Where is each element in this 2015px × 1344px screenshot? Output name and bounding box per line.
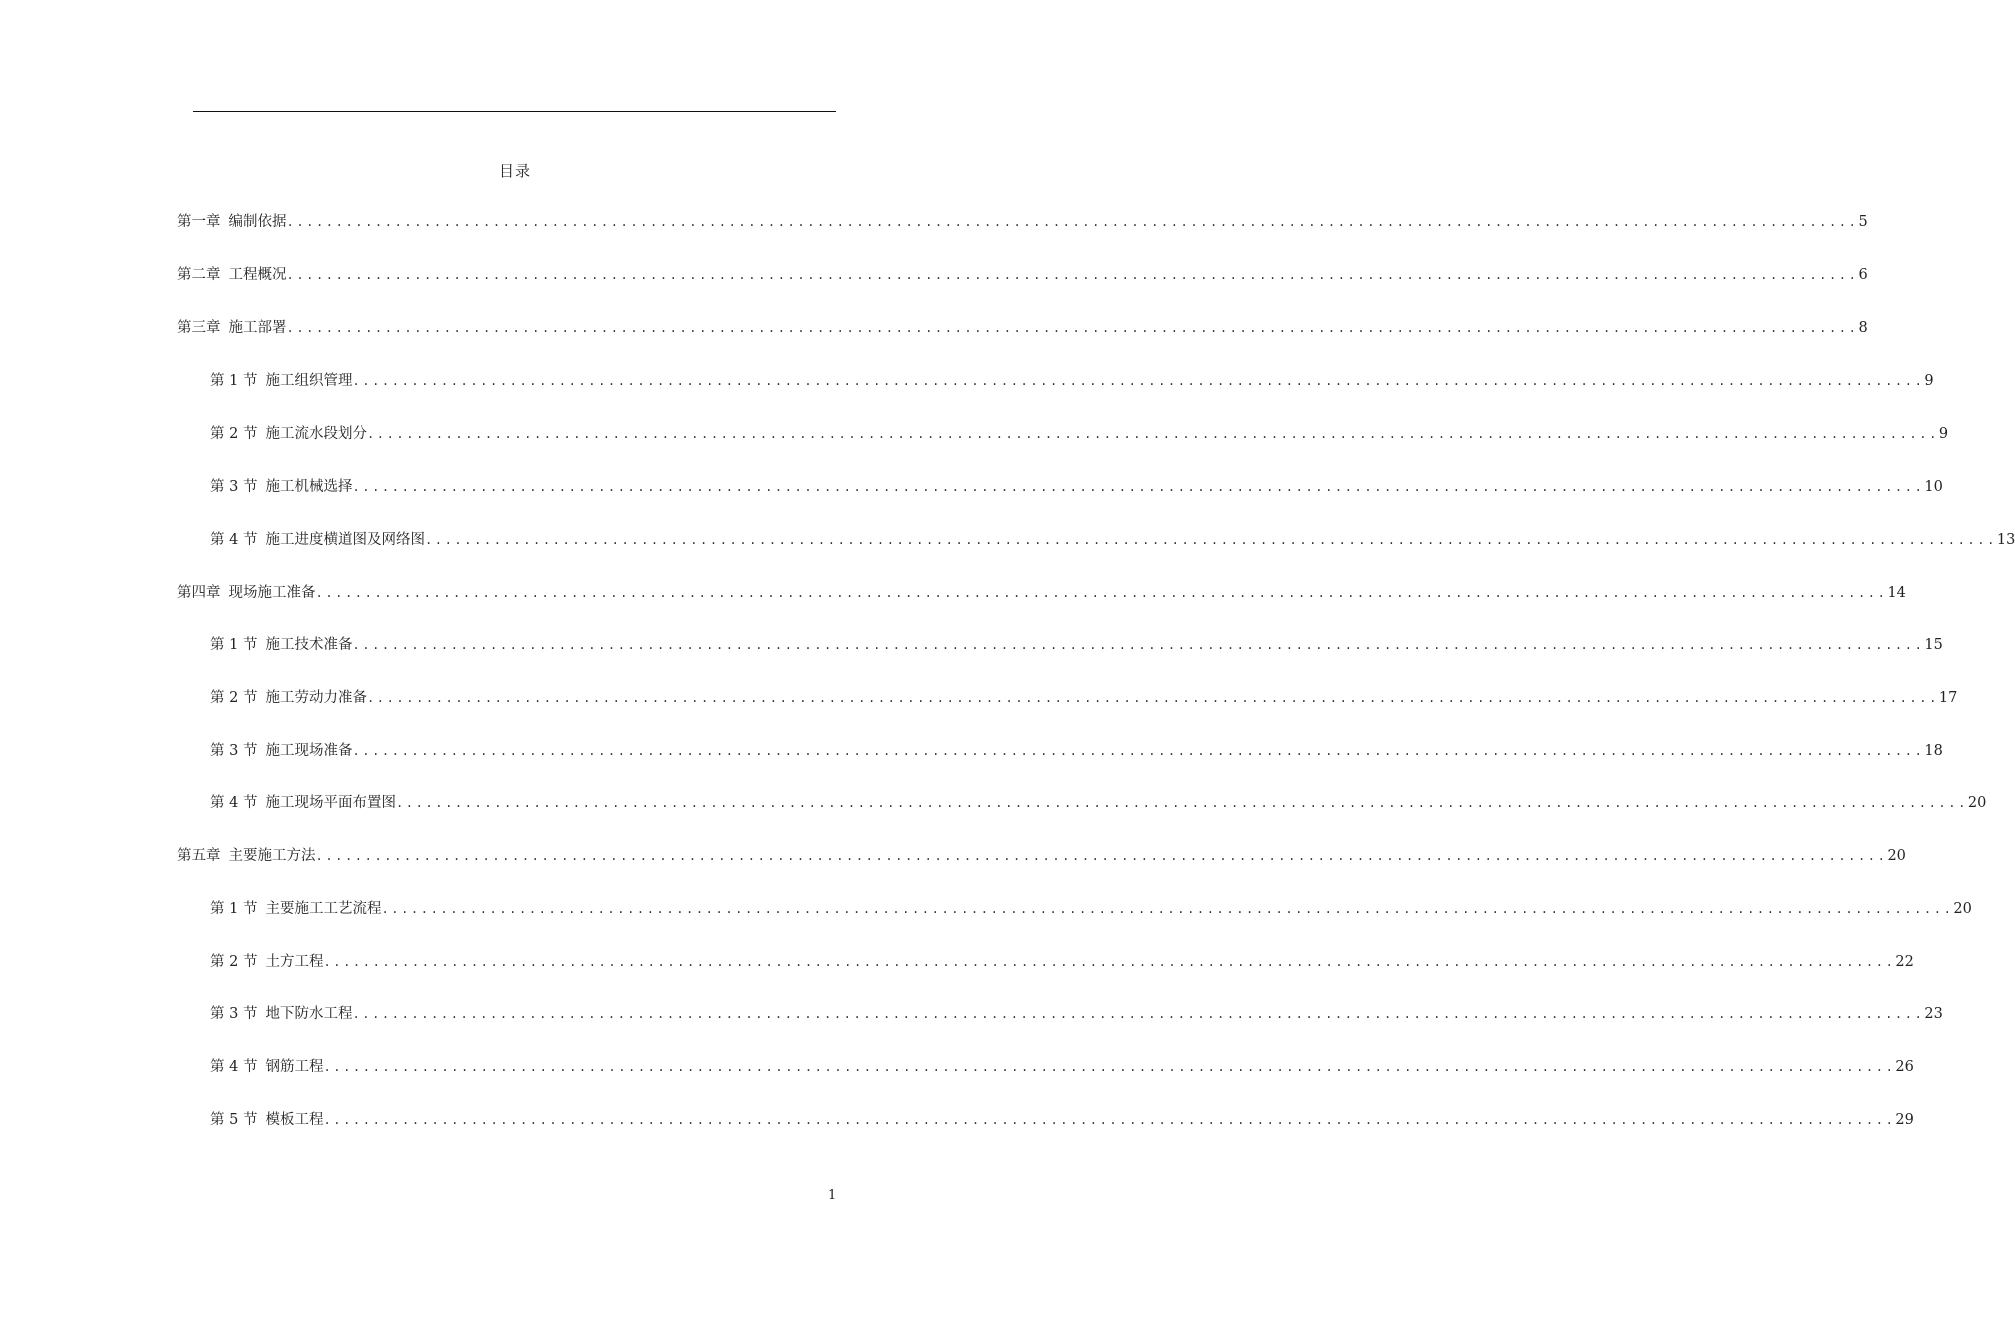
toc-entry-number: 第 1 节 — [210, 901, 258, 917]
toc-entry-chapter-2[interactable] — [177, 265, 1868, 285]
toc-title: 目录 — [498, 162, 531, 180]
toc-entry-number: 第 4 节 — [210, 795, 258, 811]
dot-leader: ................................................................................................................................................................ — [395, 796, 1968, 810]
toc-entry-number: 第二章 — [177, 267, 221, 283]
dot-leader: ................................................................................................................................................................ — [286, 321, 1859, 335]
toc-entry-section[interactable] — [210, 635, 1943, 655]
toc-entry-page: 17 — [1938, 690, 1958, 706]
dot-leader: ................................................................................................................................................................ — [323, 955, 1896, 969]
toc-entry-title: 施工流水段划分 — [265, 426, 367, 442]
toc-entry-page: 20 — [1887, 848, 1906, 864]
toc-entry-page: 13 — [1996, 532, 2015, 548]
toc-entry-chapter-4[interactable] — [177, 583, 1906, 603]
toc-entry-number: 第三章 — [177, 320, 221, 336]
toc-entry-page: 5 — [1858, 214, 1868, 230]
page-number: 1 — [828, 1188, 837, 1203]
dot-leader: ................................................................................................................................................................ — [424, 533, 1997, 547]
toc-entry-title: 施工技术准备 — [265, 637, 353, 653]
toc-entry-number: 第 2 节 — [210, 690, 258, 706]
toc-entry-title: 钢筋工程 — [265, 1059, 324, 1075]
toc-entry-number: 第 2 节 — [210, 426, 258, 442]
toc-entry-section[interactable] — [210, 424, 1949, 444]
toc-entry-section[interactable] — [210, 1110, 1914, 1130]
header-rule — [193, 111, 836, 112]
toc-entry-section[interactable] — [210, 1004, 1943, 1024]
dot-leader: ................................................................................................................................................................ — [352, 374, 1925, 388]
toc-entry-title: 模板工程 — [265, 1112, 324, 1128]
dot-leader: ................................................................................................................................................................ — [352, 1007, 1925, 1021]
toc-entry-title: 现场施工准备 — [228, 585, 316, 601]
toc-entry-page: 9 — [1924, 373, 1934, 389]
toc-entry-section[interactable] — [210, 477, 1943, 497]
toc-entry-page: 23 — [1924, 1006, 1943, 1022]
dot-leader: ................................................................................................................................................................ — [366, 691, 1939, 705]
toc-entry-number: 第 3 节 — [210, 479, 258, 495]
toc-entry-section[interactable] — [210, 688, 1958, 708]
toc-entry-page: 8 — [1858, 320, 1868, 336]
toc-entry-title: 施工部署 — [228, 320, 287, 336]
toc-entry-title: 施工劳动力准备 — [265, 690, 367, 706]
dot-leader: ................................................................................................................................................................ — [323, 1060, 1896, 1074]
toc-entry-section[interactable] — [210, 899, 1972, 919]
toc-entry-number: 第 5 节 — [210, 1112, 258, 1128]
toc-entry-section[interactable] — [210, 530, 2015, 550]
dot-leader: ................................................................................................................................................................ — [286, 215, 1859, 229]
toc-entry-number: 第 4 节 — [210, 1059, 258, 1075]
toc-entry-number: 第 1 节 — [210, 373, 258, 389]
toc-entry-section[interactable] — [210, 371, 1934, 391]
toc-entry-number: 第 3 节 — [210, 743, 258, 759]
toc-entry-page: 29 — [1895, 1112, 1914, 1128]
toc-entry-title: 施工机械选择 — [265, 479, 353, 495]
toc-entry-number: 第 4 节 — [210, 532, 258, 548]
toc-entry-title: 施工现场准备 — [265, 743, 353, 759]
toc-entry-title: 施工组织管理 — [265, 373, 353, 389]
toc-entry-section[interactable] — [210, 741, 1943, 761]
dot-leader: ................................................................................................................................................................ — [352, 744, 1925, 758]
toc-entry-page: 20 — [1953, 901, 1972, 917]
toc-entry-title: 编制依据 — [228, 214, 287, 230]
toc-entry-page: 14 — [1887, 585, 1906, 601]
dot-leader: ................................................................................................................................................................ — [286, 268, 1859, 282]
toc-entry-page: 26 — [1895, 1059, 1914, 1075]
toc-entry-section[interactable] — [210, 1057, 1914, 1077]
toc-entry-page: 15 — [1924, 637, 1943, 653]
toc-entry-title: 工程概况 — [228, 267, 287, 283]
toc-entry-number: 第 2 节 — [210, 954, 258, 970]
toc-entry-page: 18 — [1924, 743, 1943, 759]
dot-leader: ................................................................................................................................................................ — [315, 849, 1888, 863]
toc-entry-page: 20 — [1967, 795, 1987, 811]
toc-entry-title: 施工现场平面布置图 — [265, 795, 396, 811]
toc-entry-number: 第 3 节 — [210, 1006, 258, 1022]
toc-entry-chapter-1[interactable] — [177, 212, 1868, 232]
dot-leader: ................................................................................................................................................................ — [352, 638, 1925, 652]
toc-entry-title: 主要施工工艺流程 — [265, 901, 382, 917]
toc-entry-number: 第 1 节 — [210, 637, 258, 653]
toc-entry-page: 22 — [1895, 954, 1914, 970]
toc-entry-section[interactable] — [210, 793, 1987, 813]
toc-entry-section[interactable] — [210, 952, 1914, 972]
toc-entry-title: 地下防水工程 — [265, 1006, 353, 1022]
toc-entry-page: 9 — [1938, 426, 1949, 442]
toc-entry-number: 第四章 — [177, 585, 221, 601]
toc-entry-title: 主要施工方法 — [228, 848, 316, 864]
toc-entry-number: 第一章 — [177, 214, 221, 230]
dot-leader: ................................................................................................................................................................ — [323, 1113, 1896, 1127]
toc-entry-number: 第五章 — [177, 848, 221, 864]
toc-entry-title: 施工进度横道图及网络图 — [265, 532, 425, 548]
dot-leader: ................................................................................................................................................................ — [352, 480, 1925, 494]
dot-leader: ................................................................................................................................................................ — [381, 902, 1954, 916]
toc-entry-chapter-3[interactable] — [177, 318, 1868, 338]
toc-entry-title: 土方工程 — [265, 954, 324, 970]
toc-entry-chapter-5[interactable] — [177, 846, 1906, 866]
toc-entry-page: 6 — [1858, 267, 1868, 283]
dot-leader: ................................................................................................................................................................ — [366, 427, 1939, 441]
dot-leader: ................................................................................................................................................................ — [315, 586, 1888, 600]
toc-entry-page: 10 — [1924, 479, 1943, 495]
